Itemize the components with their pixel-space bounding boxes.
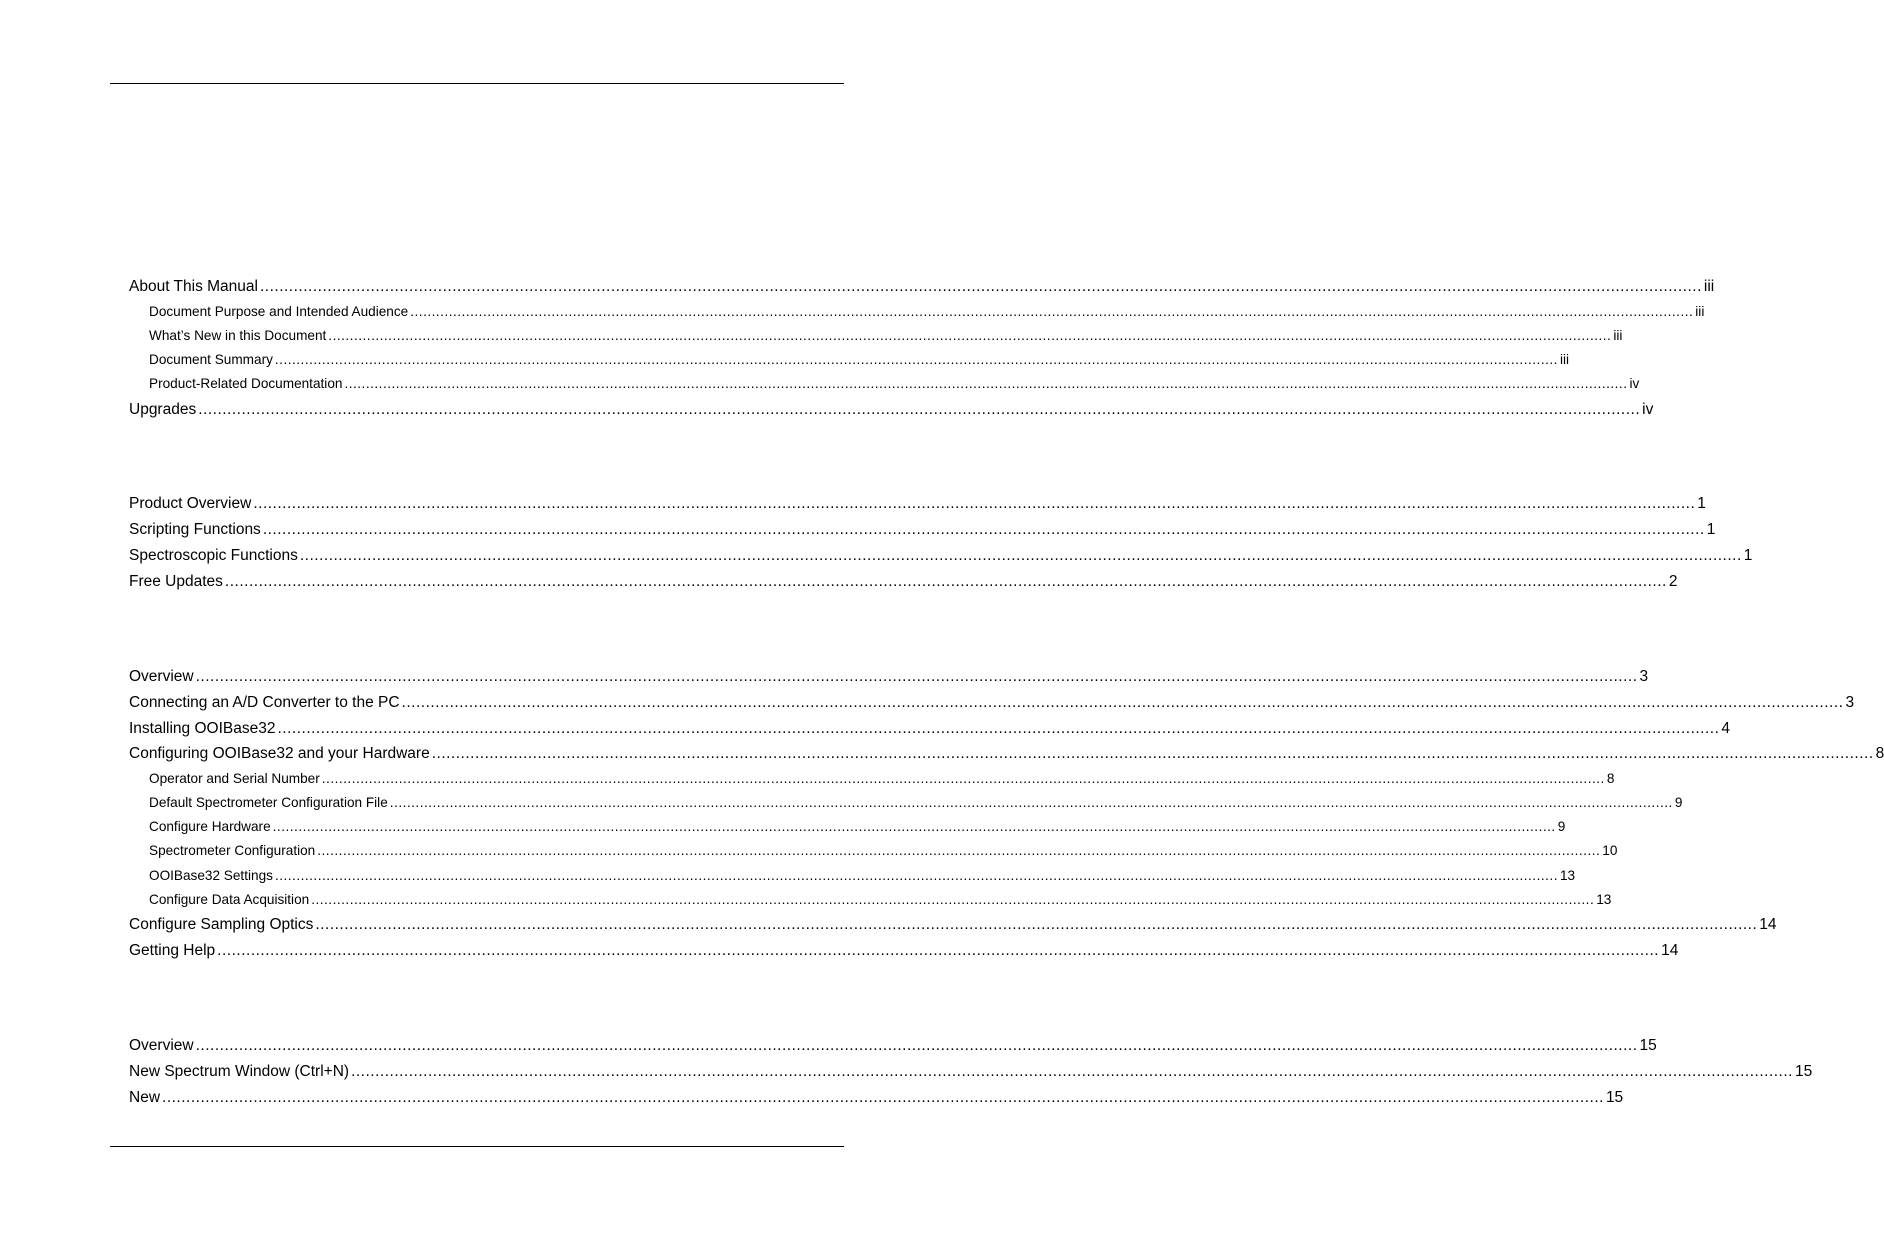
- toc-entry-page: 1: [1706, 521, 1716, 538]
- toc-entry-title: Upgrades: [129, 401, 197, 418]
- toc-entry[interactable]: [149, 771, 1615, 786]
- toc-entry-title: Scripting Functions: [129, 521, 261, 538]
- toc-entry[interactable]: [149, 328, 1623, 343]
- toc-entry-page: 8: [1875, 745, 1884, 762]
- toc-leader-dots: ............................................................................................................................................................................................................................................................................................................: [311, 892, 1595, 907]
- toc-entry-title: OOIBase32 Settings: [149, 868, 273, 883]
- toc-entry-page: 3: [1639, 668, 1649, 685]
- toc-entry-title: Spectroscopic Functions: [129, 547, 298, 564]
- toc-entry-title: Product-Related Documentation: [149, 376, 343, 391]
- toc-entry[interactable]: [129, 942, 1679, 960]
- toc-entry-page: iii: [1559, 352, 1569, 367]
- toc-leader-dots: ............................................................................................................................................................................................................................................................................................................: [315, 916, 1758, 933]
- toc-entry[interactable]: [129, 916, 1777, 934]
- toc-leader-dots: ............................................................................................................................................................................................................................................................................................................: [262, 521, 1705, 538]
- toc-leader-dots: ............................................................................................................................................................................................................................................................................................................: [299, 547, 1742, 564]
- toc-leader-dots: ............................................................................................................................................................................................................................................................................................................: [351, 1063, 1793, 1080]
- toc-entry[interactable]: [129, 1063, 1813, 1081]
- toc-entry[interactable]: [129, 745, 1884, 763]
- toc-leader-dots: ............................................................................................................................................................................................................................................................................................................: [410, 304, 1694, 319]
- toc-entry-page: 13: [1559, 868, 1576, 883]
- toc-entry-page: 15: [1605, 1089, 1624, 1106]
- toc-entry-title: Product Overview: [129, 495, 252, 512]
- toc-entry-title: Configure Data Acquisition: [149, 892, 310, 907]
- toc-entry-page: 1: [1743, 547, 1753, 564]
- toc-entry-page: 14: [1661, 942, 1679, 959]
- toc-leader-dots: ............................................................................................................................................................................................................................................................................................................: [274, 868, 1558, 883]
- toc-entry-page: iv: [1629, 376, 1640, 391]
- toc-entry-title: New Spectrum Window (Ctrl+N): [129, 1063, 350, 1080]
- toc-entry[interactable]: [149, 795, 1683, 810]
- toc-entry[interactable]: [149, 843, 1618, 858]
- toc-entry[interactable]: [129, 668, 1649, 686]
- toc-leader-dots: ............................................................................................................................................................................................................................................................................................................: [224, 573, 1667, 590]
- toc-entry-title: Overview: [129, 668, 194, 685]
- toc-entry-title: Overview: [129, 1037, 194, 1054]
- toc-entry[interactable]: [129, 401, 1654, 419]
- toc-entry[interactable]: [129, 495, 1706, 513]
- toc-leader-dots: ............................................................................................................................................................................................................................................................................................................: [401, 694, 1844, 711]
- toc-leader-dots: ............................................................................................................................................................................................................................................................................................................: [277, 720, 1720, 737]
- toc-entry[interactable]: [129, 1089, 1624, 1107]
- toc-entry-title: Document Summary: [149, 352, 273, 367]
- toc-entry-title: Configure Sampling Optics: [129, 916, 314, 933]
- toc-entry-page: iii: [1695, 304, 1705, 319]
- toc-entry-title: What’s New in this Document: [149, 328, 327, 343]
- toc-entry-page: 9: [1674, 795, 1683, 810]
- toc-entry-title: Connecting an A/D Converter to the PC: [129, 694, 400, 711]
- toc-entry[interactable]: [149, 819, 1566, 834]
- toc-entry-page: iv: [1642, 401, 1654, 418]
- toc-leader-dots: ............................................................................................................................................................................................................................................................................................................: [253, 495, 1696, 512]
- toc-entry-page: 9: [1557, 819, 1566, 834]
- toc-entry[interactable]: [149, 304, 1705, 319]
- toc-entry-page: 1: [1697, 495, 1706, 512]
- toc-leader-dots: ............................................................................................................................................................................................................................................................................................................: [274, 352, 1558, 367]
- toc-leader-dots: ............................................................................................................................................................................................................................................................................................................: [328, 328, 1612, 343]
- toc-entry-title: Document Purpose and Intended Audience: [149, 304, 409, 319]
- toc-entry-title: Operator and Serial Number: [149, 771, 320, 786]
- toc-entry[interactable]: [149, 352, 1569, 367]
- toc-entry[interactable]: [149, 376, 1640, 391]
- toc-entry-page: 3: [1845, 694, 1855, 711]
- toc-entry-title: Getting Help: [129, 942, 216, 959]
- toc-entry-title: Default Spectrometer Configuration File: [149, 795, 388, 810]
- toc-entry[interactable]: [129, 573, 1678, 591]
- toc-leader-dots: ............................................................................................................................................................................................................................................................................................................: [217, 942, 1660, 959]
- toc-leader-dots: ............................................................................................................................................................................................................................................................................................................: [321, 771, 1605, 786]
- toc-entry[interactable]: [129, 720, 1731, 738]
- toc-entry[interactable]: [129, 521, 1716, 539]
- toc-entry[interactable]: [129, 694, 1855, 712]
- toc-entry-title: Free Updates: [129, 573, 223, 590]
- toc-entry[interactable]: [129, 1037, 1657, 1055]
- toc-entry-title: Spectrometer Configuration: [149, 843, 316, 858]
- toc-entry-page: 2: [1668, 573, 1678, 590]
- toc-entry-page: iii: [1703, 278, 1715, 295]
- toc-entry-title: Installing OOIBase32: [129, 720, 276, 737]
- toc-entry[interactable]: [149, 868, 1576, 883]
- toc-entry[interactable]: [129, 278, 1715, 296]
- toc-leader-dots: ............................................................................................................................................................................................................................................................................................................: [272, 819, 1556, 834]
- toc-entry-page: 14: [1759, 916, 1777, 933]
- toc-leader-dots: ............................................................................................................................................................................................................................................................................................................: [317, 843, 1601, 858]
- toc-leader-dots: ............................................................................................................................................................................................................................................................................................................: [195, 668, 1638, 685]
- toc-entry-page: 4: [1721, 720, 1731, 737]
- toc-entry[interactable]: [129, 547, 1753, 565]
- footer-rule: [110, 1146, 844, 1147]
- toc-leader-dots: ............................................................................................................................................................................................................................................................................................................: [431, 745, 1874, 762]
- toc-entry[interactable]: [149, 892, 1612, 907]
- toc-entry-page: 15: [1794, 1063, 1813, 1080]
- toc-entry-page: 10: [1602, 843, 1618, 858]
- toc-entry-page: 8: [1606, 771, 1615, 786]
- toc-entry-title: New: [129, 1089, 161, 1106]
- toc-entry-title: Configuring OOIBase32 and your Hardware: [129, 745, 430, 762]
- toc-leader-dots: ............................................................................................................................................................................................................................................................................................................: [195, 1037, 1638, 1054]
- toc-leader-dots: ............................................................................................................................................................................................................................................................................................................: [162, 1089, 1604, 1106]
- toc-leader-dots: ............................................................................................................................................................................................................................................................................................................: [344, 376, 1628, 391]
- toc-entry-title: Configure Hardware: [149, 819, 271, 834]
- toc-leader-dots: ............................................................................................................................................................................................................................................................................................................: [389, 795, 1673, 810]
- toc-leader-dots: ............................................................................................................................................................................................................................................................................................................: [198, 401, 1641, 418]
- toc-entry-page: 13: [1596, 892, 1612, 907]
- toc-entry-page: 15: [1639, 1037, 1657, 1054]
- toc-entry-title: About This Manual: [129, 278, 258, 295]
- toc-leader-dots: ............................................................................................................................................................................................................................................................................................................: [259, 278, 1702, 295]
- toc-entry-page: iii: [1613, 328, 1623, 343]
